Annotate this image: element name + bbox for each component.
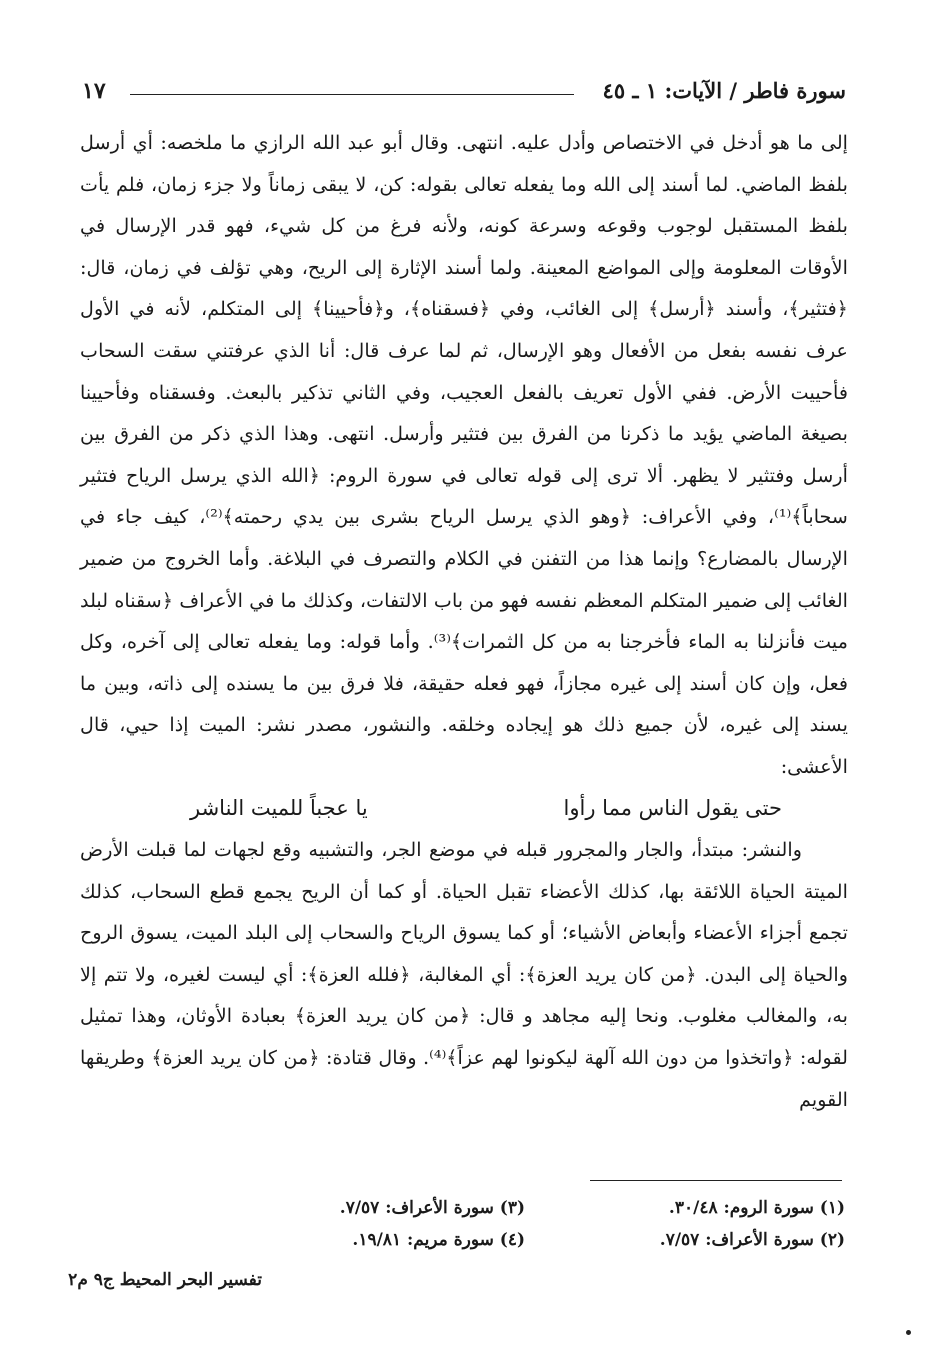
footnote-4: (٤) سورة مريم: ١٩/٨١.: [352, 1230, 525, 1250]
footnote-3: (٣) سورة الأعراف: ٧/٥٧.: [339, 1198, 525, 1218]
surah-title: سورة فاطر / الآيات: ١ ـ ٤٥: [602, 78, 846, 103]
verse-second-hemistich: يا عجباً للميت الناشر: [190, 795, 368, 820]
footnote-row: [200, 1224, 845, 1256]
header-divider: [130, 94, 574, 95]
body-paragraph-1: إلى ما هو أدخل في الاختصاص وأدل عليه. انتهى. وقال أبو عبد الله الرازي ما ملخصه: أي أرسل بلفظ الماضي. لما أسند إلى الله وما يفعله تعالى بقوله: كن، لا يبقى زماناً ولا جزء زمان، فلم يأت بلفظ المستقبل لوجوب وقوعه وسرعة كونه، ولأنه فرغ من كل شيء، فهو قدر الإرسال في الأوقات المعلومة وإلى المواضع المعينة. ولما أسند الإثارة إلى الريح، وهي تؤلف في زمان، قال: ﴿فتثير﴾، وأسند ﴿أرسل﴾ إلى الغائب، وفي ﴿فسقناه﴾، و﴿فأحيينا﴾ إلى المتكلم، لأنه في الأول عرف نفسه بفعل من الأفعال وهو الإرسال، ثم لما عرف قال: أنا الذي عرفتني سقت السحاب فأحييت الأرض. ففي الأول تعريف بالفعل العجيب، وفي الثاني تذكير بالبعث. وفسقناه وفأحيينا بصيغة الماضي يؤيد ما ذكرنا من الفرق بين فتثير وأرسل. انتهى. وهذا الذي ذكر من الفرق بين أرسل وفتثير لا يظهر. ألا ترى إلى قوله تعالى في سورة الروم: ﴿الله الذي يرسل الرياح فتثير سحاباً﴾⁽¹⁾، وفي الأعراف: ﴿وهو الذي يرسل الرياح بشرى بين يدي رحمته﴾⁽²⁾، كيف جاء في الإرسال بالمضارع؟ وإنما هذا من التفنن في الكلام والتصرف في البلاغة. وأما الخروج من ضمير الغائب إلى ضمير المتكلم المعظم نفسه فهو من باب الالتفات، وكذلك ما في الأعراف ﴿سقناه لبلد ميت فأنزلنا به الماء فأخرجنا به من كل الثمرات﴾⁽³⁾. وأما قوله: وما يفعله تعالى إلى آخره، وكل فعل، وإن كان أسند إلى غيره مجازاً، فهو فعله حقيقة، فلا فرق بين ما يسنده إلى ذاته، وبين ما يسند إلى غيره، لأن جميع ذلك هو إيجاده وخلقه. والنشور، مصدر نشر: الميت إذا حيي، قال الأعشى:: [80, 131, 848, 778]
book-signature: تفسير البحر المحيط ج٩ م٢: [68, 1270, 262, 1290]
footnote-row: [200, 1192, 845, 1224]
verse-first-hemistich: حتى يقول الناس مما رأوا: [563, 795, 782, 820]
footnotes: [200, 1192, 845, 1256]
stray-mark: [906, 1330, 911, 1335]
footnote-divider: [590, 1180, 842, 1181]
poetry-verse: [190, 788, 782, 830]
footnote-2: (٢) سورة الأعراف: ٧/٥٧.: [659, 1230, 845, 1250]
footnote-1: (١) سورة الروم: ٣٠/٤٨.: [668, 1198, 845, 1218]
body-paragraph-2: والنشر: مبتدأ، والجار والمجرور قبله في موضع الجر، والتشبيه وقع لجهات لما قبلت الأرض الميتة الحياة اللائقة بها، كذلك الأعضاء تقبل الحياة. أو كما أن الريح يجمع قطع السحاب، كذلك تجمع أجزاء الأعضاء وأبعاض الأشياء؛ أو كما يسوق الرياح والسحاب إلى البلد الميت، يسوق الروح والحياة إلى البدن. ﴿من كان يريد العزة﴾: أي المغالبة، ﴿فلله العزة﴾: أي ليست لغيره، ولا تتم إلا به، والمغالب مغلوب. ونحا إليه مجاهد و قال: ﴿من كان يريد العزة﴾ بعبادة الأوثان، وهذا تمثيل لقوله: ﴿واتخذوا من دون الله آلهة ليكونوا لهم عزاً﴾⁽⁴⁾. وقال قتادة: ﴿من كان يريد العزة﴾ وطريقها القويم: [80, 838, 848, 1111]
main-text: [80, 122, 848, 1120]
page-header: [82, 78, 846, 114]
page-number: ١٧: [82, 78, 106, 104]
